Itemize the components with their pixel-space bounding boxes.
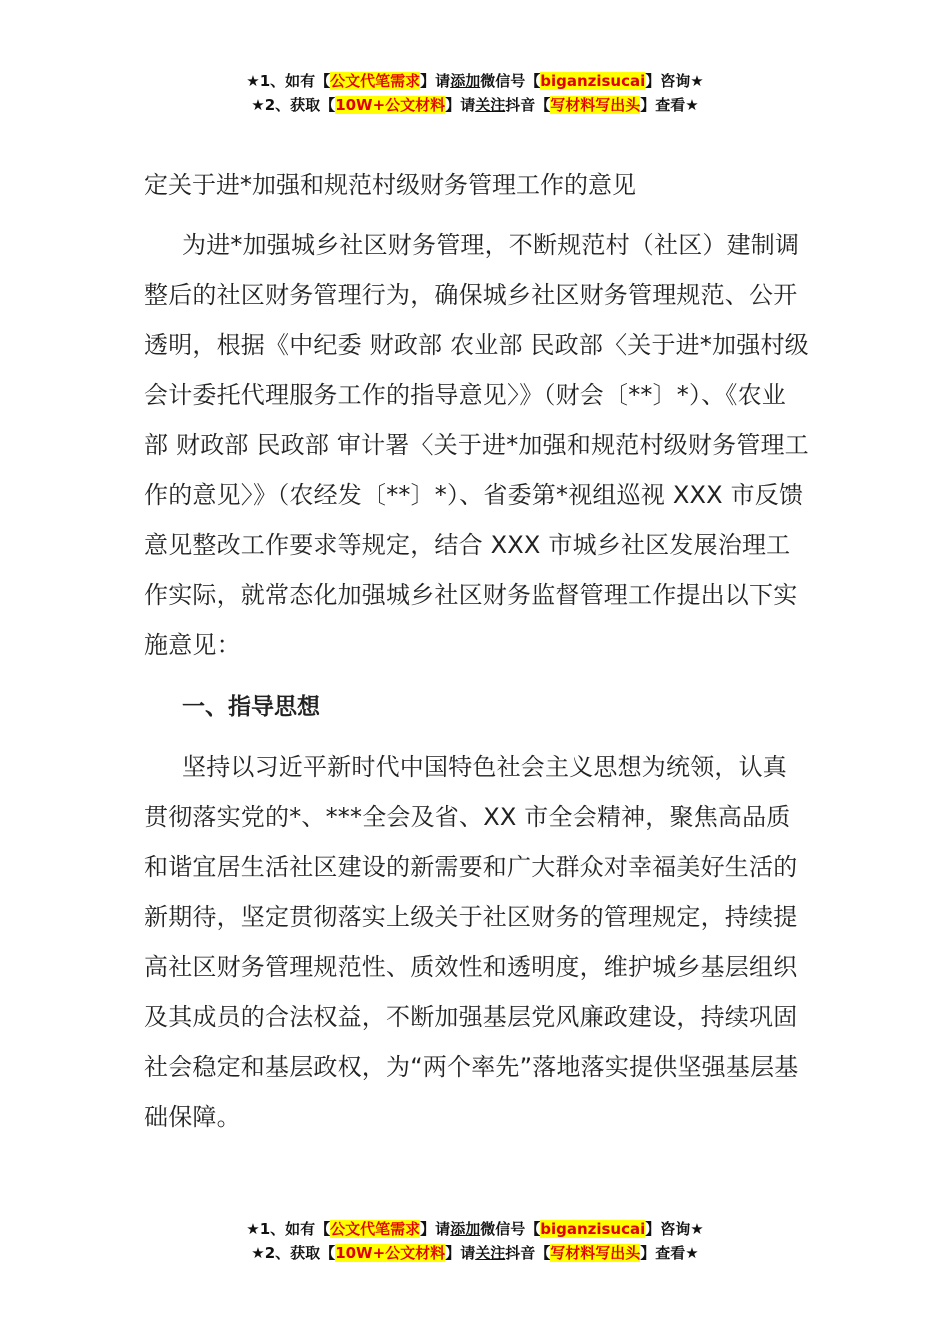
document-body <box>144 160 809 1142</box>
promo-banner-bottom <box>0 1217 950 1265</box>
promo-line-1: ★1、如有【公文代笔需求】请添加微信号【biganzisucai】咨询★ <box>246 72 704 90</box>
promo-line-1: ★1、如有【公文代笔需求】请添加微信号【biganzisucai】咨询★ <box>246 1220 704 1238</box>
highlight-douyin-id: 写材料写出头 <box>550 96 641 114</box>
highlight-service: 公文代笔需求 <box>330 72 421 90</box>
highlight-wechat-id: biganzisucai <box>540 72 646 90</box>
highlight-materials: 10W+公文材料 <box>335 1244 446 1262</box>
highlight-service: 公文代笔需求 <box>330 1220 421 1238</box>
intro-paragraph: 为进*加强城乡社区财务管理，不断规范村（社区）建制调整后的社区财务管理行为，确保城乡社区财务管理规范、公开透明，根据《中纪委 财政部 农业部 民政部〈关于进*加强村级会计委托代理服务工作的指导意见〉》（财会〔**〕*）、《农业部 财政部 民政部 审计署〈关于进*加强和规范村级财务管理工作的意见〉》（农经发〔**〕*）、省委第*视组巡视 XXX 市反馈意见整改工作要求等规定，结合 XXX 市城乡社区发展治理工作实际，就常态化加强城乡社区财务监督管理工作提出以下实施意见： <box>144 231 809 659</box>
section-paragraph: 坚持以习近平新时代中国特色社会主义思想为统领，认真贯彻落实党的*、***全会及省、XX 市全会精神，聚焦高品质和谐宜居生活社区建设的新需要和广大群众对幸福美好生活的新期待，坚定贯彻落实上级关于社区财务的管理规定，持续提高社区财务管理规范性、质效性和透明度，维护城乡基层组织及其成员的合法权益，不断加强基层党风廉政建设，持续巩固社会稳定和基层政权，为“两个率先”落地落实提供坚强基层基础保障。 <box>144 753 799 1131</box>
document-title: 定关于进*加强和规范村级财务管理工作的意见 <box>144 171 636 199</box>
promo-line-2: ★2、获取【10W+公文材料】请关注抖音【写材料写出头】查看★ <box>251 1244 699 1262</box>
section-heading: 一、指导思想 <box>182 694 320 720</box>
highlight-douyin-id: 写材料写出头 <box>550 1244 641 1262</box>
promo-banner-top <box>0 69 950 117</box>
promo-line-2: ★2、获取【10W+公文材料】请关注抖音【写材料写出头】查看★ <box>251 96 699 114</box>
highlight-materials: 10W+公文材料 <box>335 96 446 114</box>
highlight-wechat-id: biganzisucai <box>540 1220 646 1238</box>
